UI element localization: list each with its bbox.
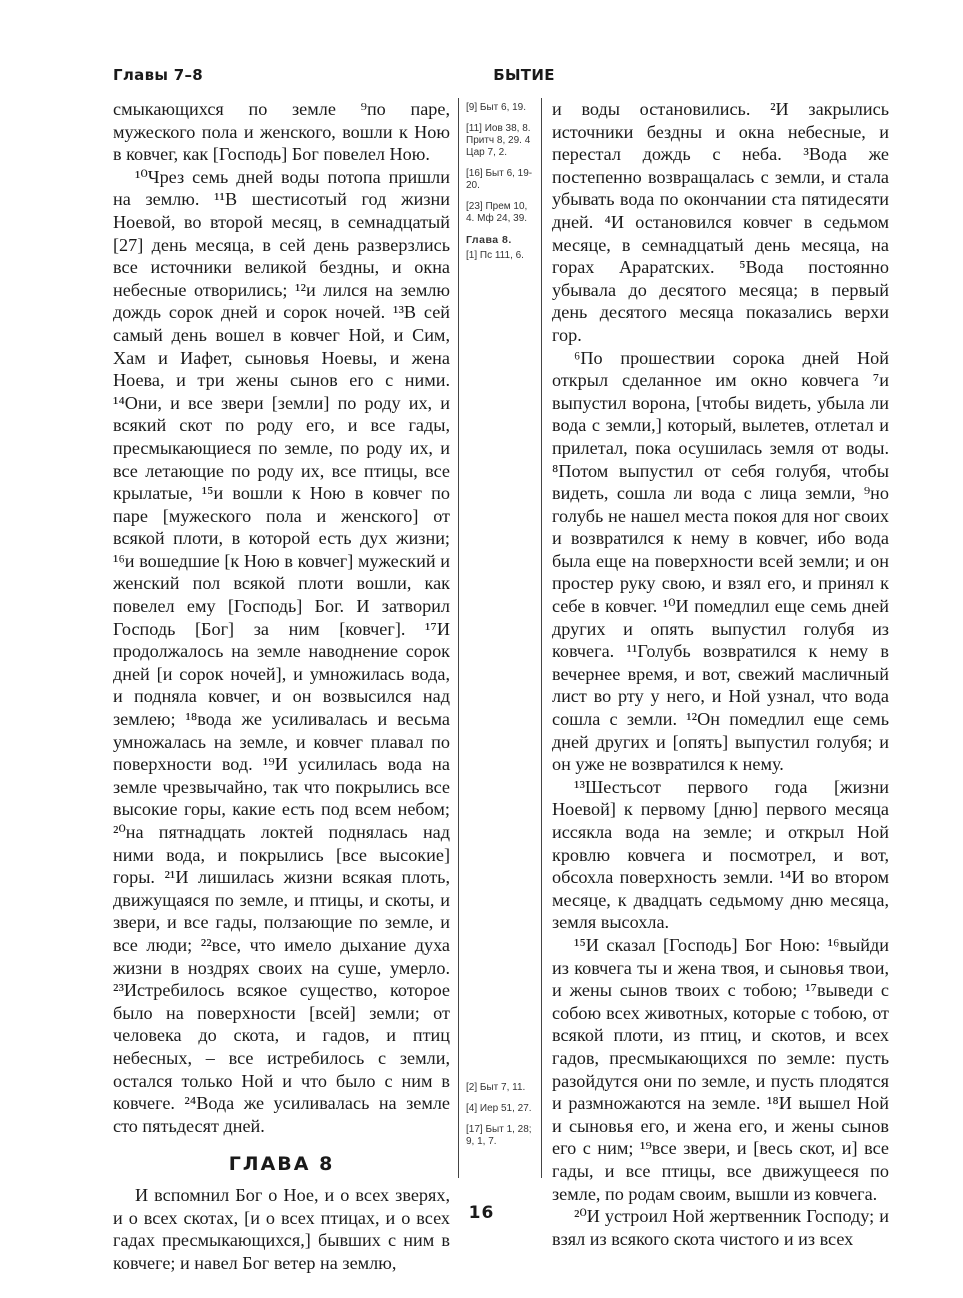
cross-reference: [11] Иов 38, 8. Притч 8, 29. 4 Цар 7, 2. — [466, 123, 531, 158]
page-number: 16 — [468, 1203, 495, 1223]
paragraph: ¹³Шестьсот первого года [жизни Ноевой] к первому [дню] первого месяца иссякла вода на земле; и открыл Ной кровлю ковчега и посмотрел, и вот, обсохла поверхность земли. ¹⁴И во втором месяце, к двадцать седьмому дню месяца, земля высохла. — [552, 776, 889, 933]
column-divider-left — [458, 98, 459, 1178]
cross-reference: [23] Прем 10, 4. Мф 24, 39. — [466, 201, 528, 224]
cross-reference-chapter-label: Глава 8. — [466, 234, 512, 246]
right-text-column — [552, 98, 889, 1250]
paragraph: ¹⁵И сказал [Господь] Бог Ною: ¹⁶выйди из ковчега ты и жена твоя, и сыновья твои, и жены сынов твоих с тобою; ¹⁷выведи с собою всех животных, которые с тобою, от всякой плоти, из птиц, и скотов, и всех гадов, пресмыкающихся по земле: пусть разойдутся они по земле, и пусть плодятся и размножаются на земле. ¹⁸И вышел Ной и сыновья его, и жена его, и жены сынов его с ним; ¹⁹все звери, и [весь скот, и] все гады, и все птицы, все движущееся по земле, по родам своим, вышли из ковчега. — [552, 934, 889, 1204]
running-header-chapters: Главы 7–8 — [113, 66, 204, 84]
paragraph: И вспомнил Бог о Ное, и о всех зверях, и о всех скотах, [и о всех птицах, и о всех гадах пресмыкающихся,] бывших с ним в ковчеге; и навел Бог ветер на землю, — [113, 1184, 450, 1273]
cross-reference: [17] Быт 1, 28; 9, 1, 7. — [466, 1124, 532, 1147]
paragraph: и воды остановились. ²И закрылись источники бездны и окна небесные, и перестал дождь с неба. ³Вода же постепенно возвращалась с земли, и стала убывать вода по окончании ста пятидесяти дней. ⁴И остановился ковчег в седьмом месяце, в семнадцатый день месяца, на горах Араратских. ⁵Вода постоянно убывала до десятого месяца; в первый день десятого месяца показались верхи гор. — [552, 99, 889, 345]
chapter-heading: ГЛАВА 8 — [228, 1153, 335, 1176]
running-header-book-title: БЫТИЕ — [493, 66, 555, 84]
cross-reference: [16] Быт 6, 19-20. — [466, 168, 533, 191]
paragraph: ⁶По прошествии сорока дней Ной открыл сделанное им окно ковчега ⁷и выпустил ворона, [чтобы видеть, убыла ли вода с земли,] который, вылетев, отлетал и прилетал, пока осушилась земля от воды. ⁸Потом выпустил от себя голубя, чтобы видеть, сошла ли вода с лица земли, ⁹но голубь не нашел места покоя для ног своих и возвратился к нему в ковчег, ибо вода была еще на поверхности всей земли; и он простер руку свою, и взял его, и принял к себе в ковчег. ¹⁰И помедлил еще семь дней других и опять выпустил голубя из ковчега. ¹¹Голубь возвратился к нему в вечернее время, и вот, свежий масличный лист во рту у него, и Ной узнал, что вода сошла с земли. ¹²Он помедлил еще семь дней других и [опять] выпустил голубя; и он уже не возвратился к нему. — [552, 347, 889, 775]
cross-reference: [9] Быт 6, 19. — [466, 102, 527, 113]
cross-reference: [4] Иер 51, 27. — [466, 1103, 532, 1114]
cross-reference: [1] Пс 111, 6. — [466, 250, 524, 261]
cross-references-top — [466, 102, 538, 271]
column-divider-right — [541, 98, 542, 1178]
paragraph: смыкающихся по земле ⁹по паре, мужеского пола и женского, вошли к Ною в ковчег, как [Господь] Бог повелел Ною. — [113, 99, 450, 165]
paragraph: ²⁰И устроил Ной жертвенник Господу; и взял из всякого скота чистого и из всех — [552, 1206, 889, 1249]
cross-references-bottom — [466, 1082, 538, 1157]
paragraph: ¹⁰Чрез семь дней воды потопа пришли на землю. ¹¹В шестисотый год жизни Ноевой, во второй месяц, в семнадцатый [27] день месяца, в сей день разверзлись все источники великой бездны, и окна небесные отворились; ¹²и лился на землю дождь сорок дней и сорок ночей. ¹³В сей самый день вошел в ковчег Ной, и Сим, Хам и Иафет, сыновья Ноевы, и жена Ноева, и три жены сынов его с ними. ¹⁴Они, и все звери [земли] по роду их, и всякий скот по роду его, и все гады, пресмыкающиеся по земле, по роду их, и все летающие по роду их, все птицы, все крылатые, ¹⁵и вошли к Ною в ковчег по паре [мужеского пола и женского] от всякой плоти, в которой есть дух жизни; ¹⁶и вошедшие [к Ною в ковчег] мужеский и женский пол всякой плоти вошли, как повелел ему [Господь] Бог. И затворил Господь [Бог] за ним [ковчег]. ¹⁷И продолжалось на земле наводнение сорок дней [и сорок ночей], и умножилась вода, и подняла ковчег, и он возвысился над землею; ¹⁸вода же усиливалась и весьма умножалась на земле, и ковчег плавал по поверхности вод. ¹⁹И усилилась вода на земле чрезвычайно, так что покрылись все высокие горы, какие есть под всем небом; ²⁰на пятнадцать локтей поднялась над ними вода, и покрылись [все высокие] горы. ²¹И лишилась жизни всякая плоть, движущаяся по земле, и птицы, и скоты, и звери, и все гады, ползающие по земле, и все люди; ²²все, что имело дыхание духа жизни в ноздрях своих на суше, умерло. ²³Истребилось всякое существо, которое было на поверхности [всей] земли; от человека до скота, и гадов, и птиц небесных, – все истребилось с земли, остался только Ной и что было с ним в ковчеге. ²⁴Вода же усиливалась на земле сто пятьдесят дней. — [113, 166, 450, 1136]
cross-reference: [2] Быт 7, 11. — [466, 1082, 526, 1093]
left-text-column — [113, 98, 450, 1274]
